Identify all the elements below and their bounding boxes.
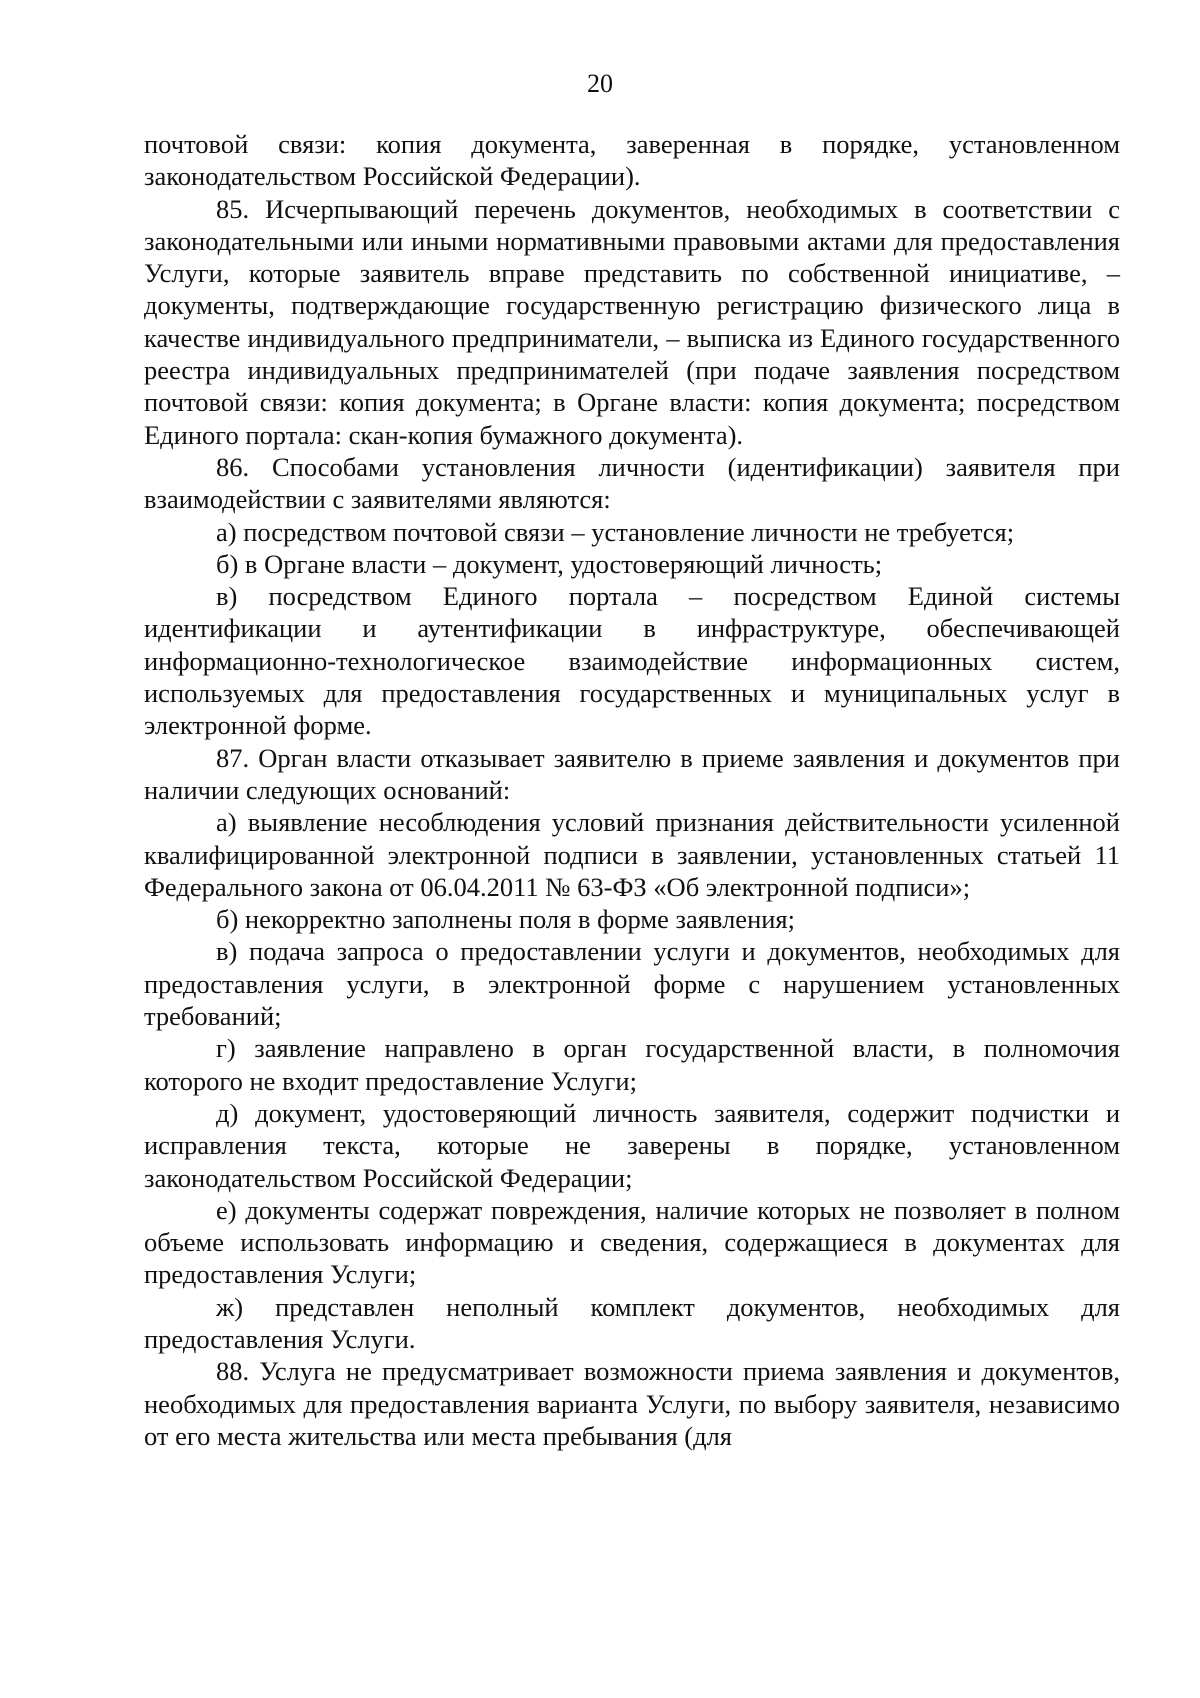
paragraph-87-g: г) заявление направлено в орган государственной власти, в полномочия которого не входит предоставление Услуги; bbox=[144, 1033, 1120, 1096]
paragraph-86-v: в) посредством Единого портала – посредством Единой системы идентификации и аутентификации в инфраструктуре, обеспечивающей информационно-технологическое взаимодействие информационных систем, используемых для предоставления государственных и муниципальных услуг в электронной форме. bbox=[144, 581, 1120, 741]
paragraph-87-d: д) документ, удостоверяющий личность заявителя, содержит подчистки и исправления текста, которые не заверены в порядке, установленном законодательством Российской Федерации; bbox=[144, 1097, 1120, 1193]
paragraph-88: 88. Услуга не предусматривает возможности приема заявления и документов, необходимых для предоставления варианта Услуги, по выбору заявителя, независимо от его места жительства или места пребывания (для bbox=[144, 1356, 1120, 1451]
paragraph-87-v: в) подача запроса о предоставлении услуги и документов, необходимых для предоставления услуги, в электронной форме с нарушением установленных требований; bbox=[144, 936, 1120, 1032]
paragraph-86-a: а) посредством почтовой связи – установление личности не требуется; bbox=[216, 516, 1015, 547]
paragraph-continuation: почтовой связи: копия документа, заверенная в порядке, установленном законодательством Российской Федерации). bbox=[144, 129, 1120, 192]
paragraph-86: 86. Способами установления личности (идентификации) заявителя при взаимодействии с заявителями являются: bbox=[144, 451, 1120, 515]
paragraph-87-zh: ж) представлен неполный комплект документов, необходимых для предоставления Услуги. bbox=[144, 1291, 1120, 1354]
paragraph-86-b: б) в Органе власти – документ, удостоверяющий личность; bbox=[216, 548, 883, 579]
paragraph-87-a: а) выявление несоблюдения условий признания действительности усиленной квалифицированной электронной подписи в заявлении, установленных статьей 11 Федерального закона от 06.04.2011 № 63-ФЗ «Об электронной подписи»; bbox=[144, 807, 1120, 902]
paragraph-87-e: е) документы содержат повреждения, наличие которых не позволяет в полном объеме использовать информацию и сведения, содержащиеся в документах для предоставления Услуги; bbox=[144, 1194, 1120, 1290]
page-number: 20 bbox=[587, 69, 613, 98]
paragraph-87: 87. Орган власти отказывает заявителю в приеме заявления и документов при наличии следующих оснований: bbox=[144, 742, 1120, 805]
document-body bbox=[144, 128, 1120, 1452]
paragraph-85: 85. Исчерпывающий перечень документов, необходимых в соответствии с законодательными или иными нормативными правовыми актами для предоставления Услуги, которые заявитель вправе представить по собственной инициативе, – документы, подтверждающие государственную регистрацию физического лица в качестве индивидуального предприниматели, – выписка из Единого государственного реестра индивидуальных предпринимателей (при подаче заявления посредством почтовой связи: копия документа; в Органе власти: копия документа; посредством Единого портала: скан-копия бумажного документа). bbox=[144, 193, 1120, 450]
paragraph-87-b: б) некорректно заполнены поля в форме заявления; bbox=[216, 904, 795, 935]
